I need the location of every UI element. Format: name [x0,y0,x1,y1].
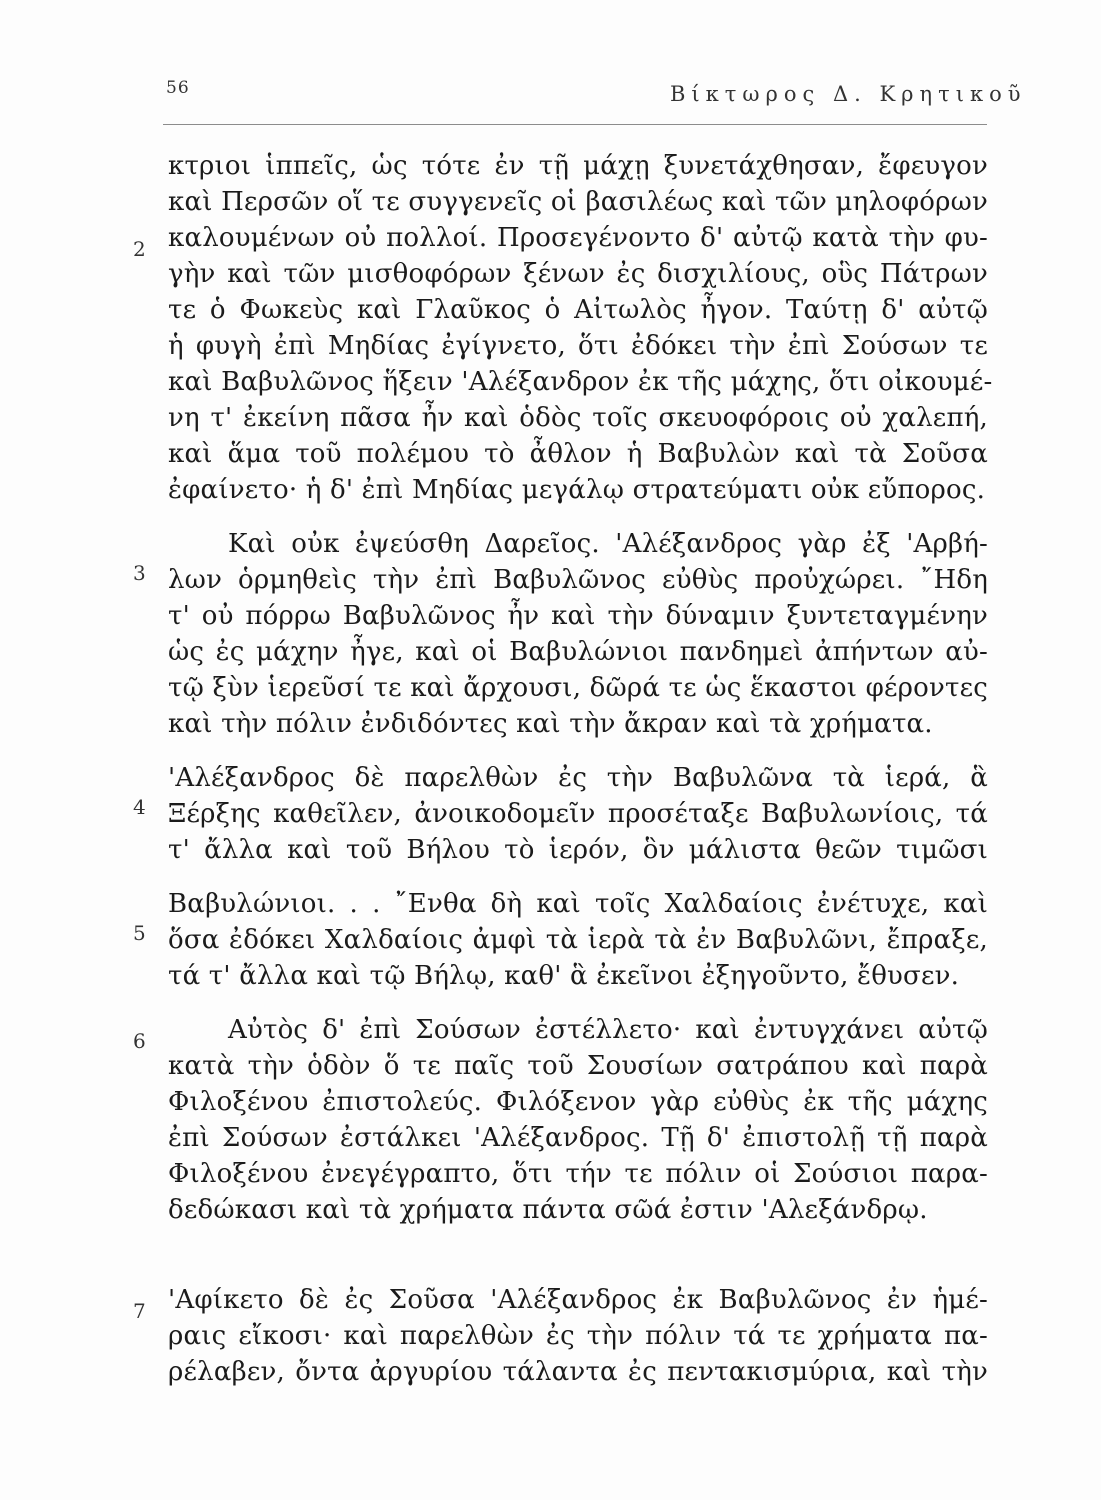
text-line: καὶ Βαβυλῶνος ἥξειν 'Αλέξανδρον ἐκ τῆς μάχης, ὅτι οἰκουμέ- [168,367,993,397]
running-head: Βίκτωρος Δ. Κρητικοῦ [670,82,1027,106]
text-line: τ' ἄλλα καὶ τοῦ Βήλου τὸ ἱερόν, ὃν μάλιστα θεῶν τιμῶσι [168,835,988,865]
text-line: τε ὁ Φωκεὺς καὶ Γλαῦκος ὁ Αἰτωλὸς ἦγον. Ταύτῃ δ' αὐτῷ [168,295,988,325]
section-number-7: 7 [133,1299,146,1323]
text-line: Φιλοξένου ἐνεγέγραπτο, ὅτι τήν τε πόλιν οἱ Σούσιοι παρα- [168,1159,988,1189]
text-line: τά τ' ἄλλα καὶ τῷ Βήλῳ, καθ' ἃ ἐκεῖνοι ἐξηγοῦντο, ἔθυσεν. [168,961,960,991]
section-number-3: 3 [133,561,146,585]
text-line: κτριοι ἱππεῖς, ὡς τότε ἐν τῇ μάχῃ ξυνετάχθησαν, ἔφευγον [168,151,988,181]
text-line: τῷ ξὺν ἱερεῦσί τε καὶ ἄρχουσι, δῶρά τε ὡς ἕκαστοι φέροντες [168,673,988,703]
text-line: ρέλαβεν, ὄντα ἀργυρίου τάλαντα ἐς πεντακισμύρια, καὶ τὴν [168,1357,988,1387]
section-number-5: 5 [133,921,146,945]
text-line: δεδώκασι καὶ τὰ χρήματα πάντα σῶά ἐστιν 'Αλεξάνδρῳ. [168,1195,928,1225]
section-number-6: 6 [133,1029,146,1053]
text-line: τ' οὐ πόρρω Βαβυλῶνος ἦν καὶ τὴν δύναμιν ξυντεταγμένην [168,601,988,631]
text-line: ὡς ἐς μάχην ἦγε, καὶ οἱ Βαβυλώνιοι πανδημεὶ ἀπήντων αὐ- [168,637,988,667]
section-number-4: 4 [133,795,146,819]
text-line: ἐφαίνετο· ἡ δ' ἐπὶ Μηδίας μεγάλῳ στρατεύματι οὐκ εὔπορος. [168,475,986,505]
text-line: Αὐτὸς δ' ἐπὶ Σούσων ἐστέλλετο· καὶ ἐντυγχάνει αὐτῷ [228,1015,988,1045]
page-number: 56 [166,78,190,98]
text-line: ὅσα ἐδόκει Χαλδαίοις ἀμφὶ τὰ ἱερὰ τὰ ἐν Βαβυλῶνι, ἔπραξε, [168,925,988,955]
text-line: καὶ Περσῶν οἵ τε συγγενεῖς οἱ βασιλέως καὶ τῶν μηλοφόρων [168,187,988,217]
header-rule [163,124,987,125]
text-line: 'Αλέξανδρος δὲ παρελθὼν ἐς τὴν Βαβυλῶνα τὰ ἱερά, ἃ [168,763,988,793]
text-line: καὶ τὴν πόλιν ἐνδιδόντες καὶ τὴν ἄκραν καὶ τὰ χρήματα. [168,709,933,739]
text-line: Βαβυλώνιοι. . . ῎Ενθα δὴ καὶ τοῖς Χαλδαίοις ἐνέτυχε, καὶ [168,889,988,919]
text-line: Ξέρξης καθεῖλεν, ἀνοικοδομεῖν προσέταξε Βαβυλωνίοις, τά [168,799,988,829]
text-line: καλουμένων οὐ πολλοί. Προσεγένοντο δ' αὐτῷ κατὰ τὴν φυ- [168,223,988,253]
text-line: Καὶ οὐκ ἐψεύσθη Δαρεῖος. 'Αλέξανδρος γὰρ ἐξ 'Αρβή- [228,529,988,559]
text-line: 'Αφίκετο δὲ ἐς Σοῦσα 'Αλέξανδρος ἐκ Βαβυλῶνος ἐν ἡμέ- [168,1285,988,1315]
text-line: Φιλοξένου ἐπιστολεύς. Φιλόξενον γὰρ εὐθὺς ἐκ τῆς μάχης [168,1087,988,1117]
text-line: καὶ ἅμα τοῦ πολέμου τὸ ἆθλον ἡ Βαβυλὼν καὶ τὰ Σοῦσα [168,439,988,469]
text-line: κατὰ τὴν ὁδὸν ὅ τε παῖς τοῦ Σουσίων σατράπου καὶ παρὰ [168,1051,988,1081]
text-line: ραις εἴκοσι· καὶ παρελθὼν ἐς τὴν πόλιν τά τε χρήματα πα- [168,1321,988,1351]
text-line: ἡ φυγὴ ἐπὶ Μηδίας ἐγίγνετο, ὅτι ἐδόκει τὴν ἐπὶ Σούσων τε [168,331,988,361]
text-line: ἐπὶ Σούσων ἐστάλκει 'Αλέξανδρος. Τῇ δ' ἐπιστολῇ τῇ παρὰ [168,1123,988,1153]
text-line: νη τ' ἐκείνη πᾶσα ἦν καὶ ὁδὸς τοῖς σκευοφόροις οὐ χαλεπή, [168,403,988,433]
section-number-2: 2 [133,237,146,261]
text-line: γὴν καὶ τῶν μισθοφόρων ξένων ἐς δισχιλίους, οὓς Πάτρων [168,259,988,289]
text-line: λων ὁρμηθεὶς τὴν ἐπὶ Βαβυλῶνος εὐθὺς προὐχώρει. ῎Ηδη [168,565,988,595]
